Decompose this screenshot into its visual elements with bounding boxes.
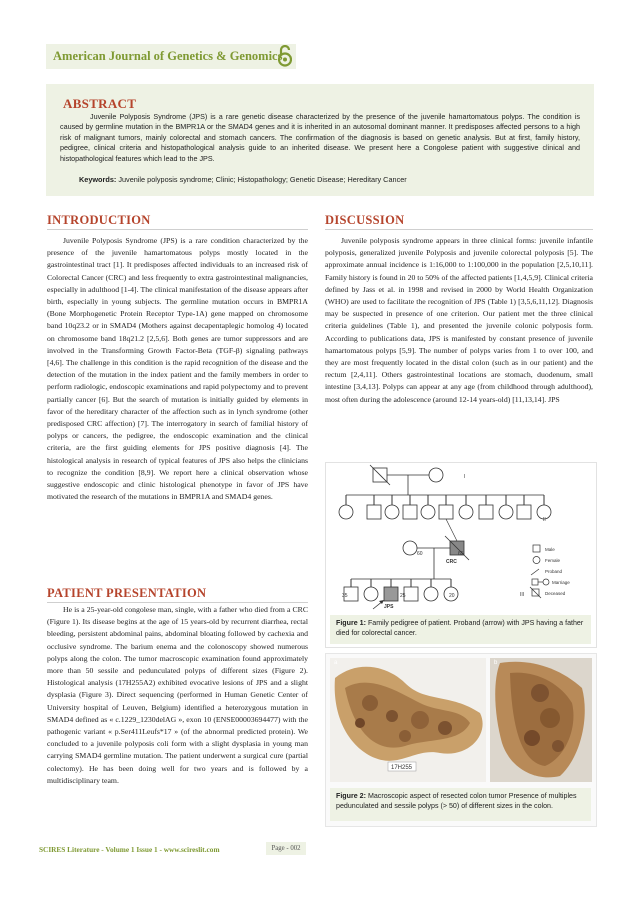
age-mother: 65 — [458, 551, 464, 557]
discussion-rule — [325, 229, 593, 230]
figure2-panel-label-b: b — [494, 660, 498, 666]
age-sib1: 35 — [342, 593, 348, 599]
generation-label-1: I — [464, 474, 466, 480]
generation-2-row — [339, 495, 551, 519]
patient-rule — [47, 602, 308, 603]
patient-text — [47, 604, 308, 787]
figure2-caption-label: Figure 2: — [336, 792, 366, 800]
specimen-tag: 17H255 — [391, 765, 413, 771]
figure1-caption-text: Family pedigree of patient. Proband (arrow) with JPS having a father died for colorectal cancer. — [336, 619, 584, 637]
patient-heading: PATIENT PRESENTATION — [47, 586, 207, 600]
abstract-heading: ABSTRACT — [63, 96, 137, 111]
discussion-paragraph: Juvenile polyposis syndrome appears in three clinical forms: juvenile infantile polyposis, generalized juvenile Polyposis and juvenile colorectal polyposis [5]. The approximate annual incidence is 1:16,000 to 1:100,000 in the population [2,5,10,11]. Family history is found in 20 to 50% of the affected patients [1,4,5,9]. Clinical criteria defined by Jass et al. in 1998 and revised in 2000 by World Health Organization (WHO) are used to facilitate the recognition of JPS (Table 1) [3,5,6,11,12]. Diagnosis may be suspected in presence of one criterion. Our patient met the three clinical criteria guidelines (Table 1), and presented the juvenile colonic polyposis form. According to publications data, JPS is manifested by constant presence of juvenile hamartomatous polyps [5,9]. The number of polyps varies from 1 to over 100, and they are most frequently located in the distal colon (such as in our patient) and the rectum [2,4,11]. Others gastrointestinal locations are stomach, duodenum, small intestine [3,4,13]. Polyps can appear at any age (from childhood through adulthood), most often during the adolescence (around 12-14 years-old) [11,13,14]. JPS — [325, 236, 593, 404]
page-number: Page - 002 — [266, 842, 306, 855]
figure1-pedigree — [325, 462, 597, 648]
introduction-text — [47, 235, 308, 503]
patient-paragraph: He is a 25-year-old congolese man, single, with a father who died from a CRC (Figure 1). Its disease begins at the age of 15 years-old by recurrent diarrhea, rectal bleeding, persistent abdominal pains, abdominal bloating followed by cachexia and occlusive syndrome. The barium enema and the colonoscopy showed numerous polyps along the colon. The tumor macroscopic examination found approximately more than 50 sessile and pedunculated polyps of different sizes (Figure 2). Histological analysis (17H255A2) exhibited evocative lesions of JPS and a slight dysplasia (Figure 3). Direct sequencing (performed in Human Genetic Center of University hospital of Leuven, Belgium) identified a heterozygous mutation in SMAD4 defined as « c.1229_1230delAG », exon 10 (ENSE00003694477) with the pathogenic variant « p.Ser411Leufs*17 » (of the abnormal predicted protein). We concluded to a juvenile polyposis coli form with a slight dysplasia in young man carrying SMAD4 germline mutation. The patient underwent a surgical cure (partial colectomy). He has been doing well for two years and is followed by a multidisciplinary team. — [47, 605, 308, 785]
generation-label-2: II — [543, 517, 546, 523]
keywords-list: Juvenile polyposis syndrome; Clinic; Histopathology; Genetic Disease; Hereditary Cancer — [118, 175, 407, 184]
keywords-label: Keywords: — [79, 175, 117, 184]
introduction-rule — [47, 229, 308, 230]
proband-label: JPS — [384, 604, 394, 610]
age-father: 60 — [417, 551, 423, 557]
generation-label-3: III — [520, 592, 525, 598]
figure2-image-a — [330, 658, 486, 782]
figure2-image-b — [490, 658, 592, 782]
journal-title: American Journal of Genetics & Genomics — [53, 49, 283, 63]
figure2-panel — [325, 653, 597, 827]
figure1-caption-label: Figure 1: — [336, 619, 366, 627]
introduction-paragraph: Juvenile Polyposis Syndrome (JPS) is a rare condition characterized by the presence of the juvenile hamartomatous polyps mostly located in the gastrointestinal tract [1]. It predisposes affected individuals to an increased risk of Colorectal Cancer (CRC) and less frequently to extra gastrointestinal malignancies, especially in adulthood [1-4]. The clinical manifestation of the disease appears after birth, especially in young subjects. The germline mutation occurs in BMPR1A (Bone Morphogenetic Protein Receptor Type-1A) gene mapped on chromosome band 10q23.2 or in SMAD4 (Mothers against decapentaplegic homolog 4) located on chromosome band 18q21.2 [2,5,6]. Both genes are tumor suppressors and are involved in the Transforming Growth Factor-Beta (TGF-β) signaling pathways [4,6]. The challenge in this condition is the rapid recognition of the disease and the detection of the mutation in the index patient and the family members in order to perform radiologic, endoscopic examinations and rapid polypectomy and to prevent partially cancer [6]. But the search of mutation is initially guided by elements in favor of the hereditary character of the affection such as in lynch syndrome (other predisposed CRC affection) [7]. The interrogatory in search of familial history of polyps or cancers, the pedigree, the endoscopic examination and the clinical criteria, are the first guiding elements for JPS positive diagnosis [4]. The histological analysis in research of typical features of JPS also helps the clinicians to recognize the condition [8,9]. We report here a clinical observation whose suggestive endoscopic and clinic histological phenotype in favor of JPS have motivated the research of the mutations in BMPR1A and SMAD4 genes. — [47, 236, 308, 502]
age-proband: 25 — [400, 593, 406, 599]
footer-citation: SCIRES Literature - Volume 1 Issue 1 - www.scireslit.com — [39, 845, 220, 854]
figure2-panel-label-a: a — [334, 660, 338, 666]
open-access-icon — [278, 45, 292, 67]
figure2-caption — [330, 788, 591, 821]
discussion-text — [325, 235, 593, 406]
legend-marriage: Marriage — [552, 580, 570, 585]
legend-deceased: Deceased — [545, 591, 566, 596]
crc-label: CRC — [446, 559, 457, 565]
legend-proband: Proband — [545, 569, 563, 574]
generation-1-row — [370, 465, 443, 495]
discussion-heading: DISCUSSION — [325, 213, 405, 227]
age-sib3: 20 — [449, 593, 455, 599]
figure2-caption-text: Macroscopic aspect of resected colon tumor Presence of multiples pedunculated and sessile polyps (> 50) of different sizes in the colon. — [336, 792, 577, 810]
introduction-heading: INTRODUCTION — [47, 213, 151, 227]
legend-male: Male — [545, 547, 555, 552]
abstract-text: Juvenile Polyposis Syndrome (JPS) is a rare genetic disease characterized by the presence of the juvenile hamartomatous polyps. The condition is caused by germline mutation in the BMPR1A or the SMAD4 genes and it is inherited in an autosomal dominant manner. It predisposes affected persons to a high risk of malignant tumors, mainly colorectal and stomach cancers. The confirmation of the diagnosis is based on genetic analysis. But at first, family history, pedigree, clinical criteria and histopathological analysis guide to an inherited disease. We present here a Congolese patient with suggestive clinical and histopathological features which lead to the JPS. — [60, 112, 580, 163]
figure1-caption — [330, 615, 591, 644]
legend-female: Female — [545, 558, 561, 563]
keywords-line — [79, 175, 584, 184]
